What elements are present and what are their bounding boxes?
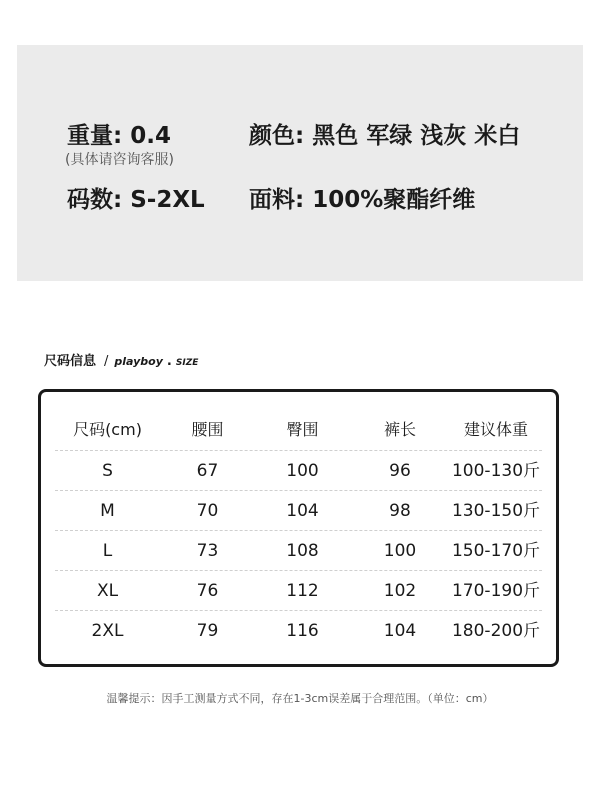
header-size: 尺码(cm) bbox=[73, 420, 142, 439]
brand-name: playboy bbox=[114, 355, 163, 368]
cell-length: 104 bbox=[383, 621, 417, 641]
cell-waist: 70 bbox=[196, 501, 219, 521]
cell-waist: 79 bbox=[196, 621, 219, 641]
cell-size: S bbox=[102, 461, 113, 481]
material-spec: 面料: 100%聚酯纤维 bbox=[249, 187, 476, 213]
cell-length: 98 bbox=[389, 501, 411, 521]
header-waist: 腰围 bbox=[191, 420, 224, 439]
product-specs-panel bbox=[17, 45, 583, 281]
cell-size: XL bbox=[96, 581, 119, 601]
measurement-footnote: 温馨提示：因手工测量方式不同，存在1-3cm误差属于合理范围。（单位：cm） bbox=[106, 692, 494, 705]
cell-hip: 116 bbox=[286, 621, 319, 641]
table-header-row bbox=[55, 410, 542, 450]
weight-note: (具体请咨询客服) bbox=[65, 152, 174, 168]
cell-waist: 76 bbox=[196, 581, 219, 601]
cell-length: 100 bbox=[383, 541, 417, 561]
cell-hip: 100 bbox=[286, 461, 319, 481]
heading-slash: / bbox=[104, 354, 109, 369]
size-section-title: 尺码信息 bbox=[44, 354, 97, 369]
cell-size: 2XL bbox=[91, 621, 124, 641]
size-table bbox=[38, 389, 559, 667]
table-row bbox=[55, 610, 542, 651]
cell-hip: 112 bbox=[286, 581, 319, 601]
weight-spec: 重量: 0.4 bbox=[67, 123, 171, 149]
colors-spec: 颜色: 黑色 军绿 浅灰 米白 bbox=[249, 123, 521, 149]
header-hip: 臀围 bbox=[286, 420, 319, 439]
header-length: 裤长 bbox=[383, 420, 416, 439]
cell-hip: 104 bbox=[286, 501, 319, 521]
cell-weight: 130-150斤 bbox=[451, 501, 541, 521]
table-row bbox=[55, 530, 542, 571]
cell-size: M bbox=[100, 501, 115, 521]
cell-weight: 180-200斤 bbox=[451, 621, 541, 641]
cell-weight: 170-190斤 bbox=[451, 581, 541, 601]
cell-waist: 67 bbox=[196, 461, 219, 481]
size-word: SIZE bbox=[175, 358, 199, 368]
heading-dot: . bbox=[166, 354, 172, 369]
cell-size: L bbox=[102, 541, 113, 561]
cell-length: 96 bbox=[389, 461, 411, 481]
table-row bbox=[55, 450, 542, 491]
table-row bbox=[55, 490, 542, 531]
header-weight: 建议体重 bbox=[463, 420, 528, 439]
cell-length: 102 bbox=[383, 581, 417, 601]
cell-waist: 73 bbox=[196, 541, 219, 561]
sizes-spec: 码数: S-2XL bbox=[67, 187, 205, 213]
cell-hip: 108 bbox=[286, 541, 319, 561]
cell-weight: 100-130斤 bbox=[451, 461, 541, 481]
table-row bbox=[55, 570, 542, 611]
size-section-heading bbox=[44, 350, 198, 369]
cell-weight: 150-170斤 bbox=[451, 541, 541, 561]
